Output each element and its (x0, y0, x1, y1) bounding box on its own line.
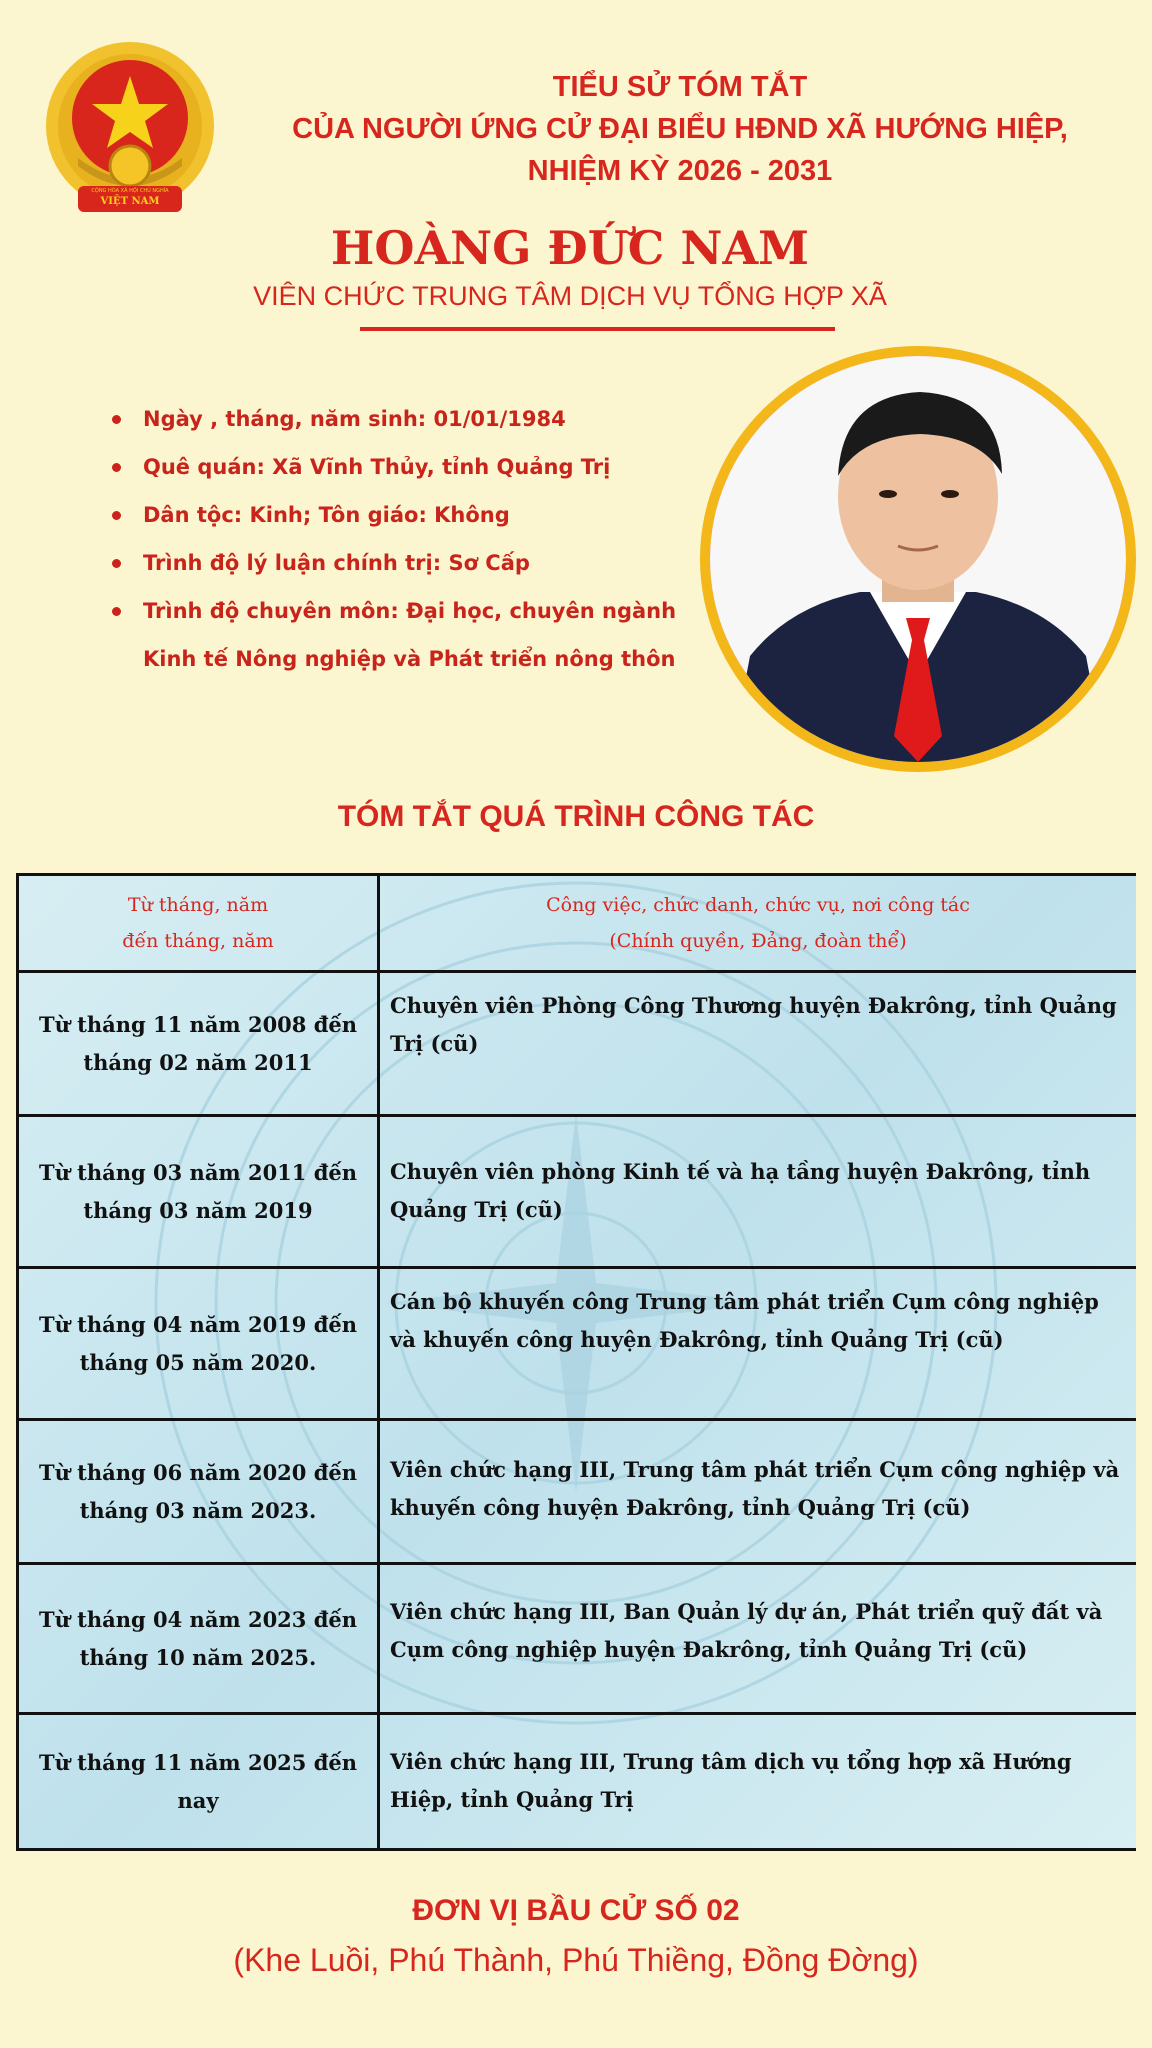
work-history-panel (16, 873, 1136, 1851)
row-job: Viên chức hạng III, Trung tâm phát triển Cụm công nghiệp và khuyến công huyện Đakrông, tỉnh Quảng Trị (cũ) (379, 1420, 1137, 1564)
header-line-3: NHIỆM KỲ 2026 - 2031 (527, 155, 833, 187)
row-period: Từ tháng 04 năm 2019 đến tháng 05 năm 2020. (18, 1268, 379, 1420)
info-hometown: Quê quán: Xã Vĩnh Thủy, tỉnh Quảng Trị (112, 443, 712, 491)
row-period: Từ tháng 04 năm 2023 đến tháng 10 năm 2025. (18, 1564, 379, 1714)
header-line-1: TIỂU SỬ TÓM TẮT (552, 71, 808, 103)
bullet-icon (112, 463, 121, 472)
table-row (18, 1268, 1137, 1420)
header-period: Từ tháng, năm đến tháng, năm (18, 875, 379, 972)
work-history-title: TÓM TẮT QUÁ TRÌNH CÔNG TÁC (337, 800, 815, 833)
row-period: Từ tháng 11 năm 2008 đến tháng 02 năm 2011 (18, 972, 379, 1116)
emblem-text-bottom: VIỆT NAM (100, 196, 160, 207)
electoral-unit-areas: (Khe Luồi, Phú Thành, Phú Thiềng, Đồng Đờng) (233, 1942, 919, 1978)
table-row (18, 1116, 1137, 1268)
national-emblem-icon (38, 38, 222, 222)
candidate-portrait (710, 356, 1126, 762)
work-history-table (16, 873, 1136, 1851)
title-divider (360, 327, 835, 331)
electoral-unit-title: ĐƠN VỊ BẦU CỬ SỐ 02 (412, 1894, 740, 1927)
bullet-icon (112, 559, 121, 568)
info-political-theory: Trình độ lý luận chính trị: Sơ Cấp (112, 539, 712, 587)
row-job: Cán bộ khuyến công Trung tâm phát triển Cụm công nghiệp và khuyến công huyện Đakrông, tỉnh Quảng Trị (cũ) (379, 1268, 1137, 1420)
table-row (18, 1420, 1137, 1564)
emblem-text-top: CỘNG HÒA XÃ HỘI CHỦ NGHĨA (91, 188, 169, 194)
table-row (18, 1714, 1137, 1850)
bullet-icon (112, 511, 121, 520)
row-job: Viên chức hạng III, Trung tâm dịch vụ tổng hợp xã Hướng Hiệp, tỉnh Quảng Trị (379, 1714, 1137, 1850)
header-line-2: CỦA NGƯỜI ỨNG CỬ ĐẠI BIỂU HĐND XÃ HƯỚNG HIỆP, (292, 113, 1068, 145)
row-job: Viên chức hạng III, Ban Quản lý dự án, Phát triển quỹ đất và Cụm công nghiệp huyện Đakrông, tỉnh Quảng Trị (cũ) (379, 1564, 1137, 1714)
row-period: Từ tháng 11 năm 2025 đến nay (18, 1714, 379, 1850)
candidate-info-list (112, 395, 712, 683)
table-row (18, 972, 1137, 1116)
bullet-icon (112, 607, 121, 616)
info-ethnicity-religion: Dân tộc: Kinh; Tôn giáo: Không (112, 491, 712, 539)
header-job: Công việc, chức danh, chức vụ, nơi công tác (Chính quyền, Đảng, đoàn thể) (379, 875, 1137, 972)
candidate-name: HOÀNG ĐỨC NAM (330, 221, 810, 275)
document-header (240, 66, 1120, 192)
candidate-position: VIÊN CHỨC TRUNG TÂM DỊCH VỤ TỔNG HỢP XÃ (253, 281, 887, 311)
table-header-row (18, 875, 1137, 972)
row-job: Chuyên viên Phòng Công Thương huyện Đakrông, tỉnh Quảng Trị (cũ) (379, 972, 1137, 1116)
bullet-icon (112, 415, 121, 424)
row-period: Từ tháng 03 năm 2011 đến tháng 03 năm 2019 (18, 1116, 379, 1268)
row-job: Chuyên viên phòng Kinh tế và hạ tầng huyện Đakrông, tỉnh Quảng Trị (cũ) (379, 1116, 1137, 1268)
info-education-cont: Kinh tế Nông nghiệp và Phát triển nông thôn (143, 647, 676, 671)
info-education: Trình độ chuyên môn: Đại học, chuyên ngành (112, 587, 712, 635)
table-row (18, 1564, 1137, 1714)
info-birthdate: Ngày , tháng, năm sinh: 01/01/1984 (112, 395, 712, 443)
row-period: Từ tháng 06 năm 2020 đến tháng 03 năm 2023. (18, 1420, 379, 1564)
